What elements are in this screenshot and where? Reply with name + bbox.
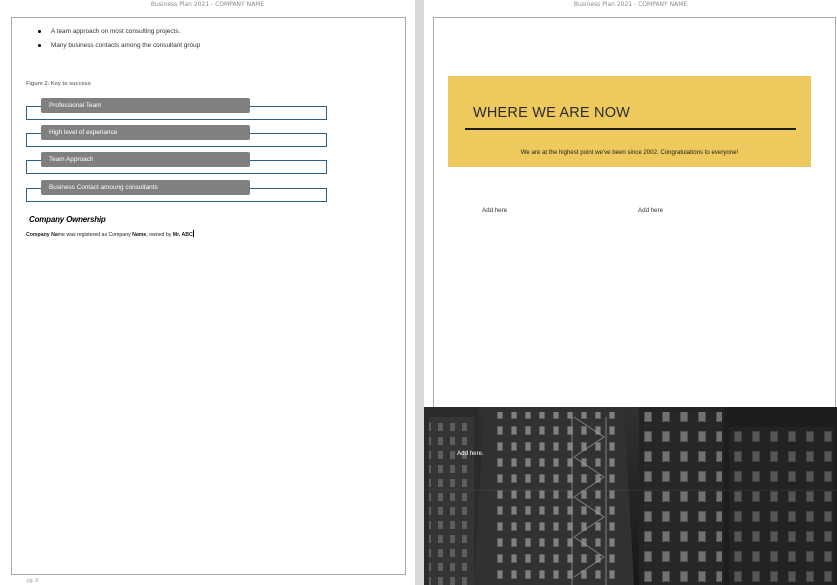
banner-subtitle[interactable]: We are at the highest point we've been since 2002. Congratulations to everyone! [520,149,739,156]
page-number: pg. 8 [27,578,39,584]
highlight-banner[interactable] [448,76,811,167]
bullet-item[interactable]: Many business contacts among the consultant group [38,41,200,55]
banner-divider [465,128,796,130]
key-item-professional-team[interactable] [26,98,327,125]
ownership-paragraph[interactable] [26,230,194,238]
text-cursor [193,230,194,237]
banner-title[interactable]: WHERE WE ARE NOW [473,105,631,121]
section-heading[interactable]: Company Ownership [29,215,106,224]
page-header: Business Plan 2021 - COMPANY NAME [573,1,688,8]
company-name-bold: Company Na [26,232,58,238]
document-page-left [0,0,415,585]
figure-caption[interactable]: Figure 2: Key to success [26,81,91,87]
key-item-team-approach[interactable] [26,152,327,179]
placeholder-text-left[interactable]: Add here [482,207,508,214]
document-page-right [424,0,837,585]
owner-name: Mr. ABC [172,232,193,238]
placeholder-text-right[interactable]: Add here [638,207,664,214]
company-name-rest: me [57,232,65,238]
key-item-experience[interactable] [26,125,327,152]
ownership-text: was registered as Company [64,232,133,238]
key-item-business-contact[interactable] [26,180,327,207]
page-header: Business Plan 2021 - COMPANY NAME [150,1,265,8]
ownership-text: , owned by [146,232,173,238]
photo-caption[interactable]: Add here. [457,450,484,457]
bullet-list [38,27,200,55]
bullet-item[interactable]: A team approach on most consulting projects. [38,27,200,41]
key-label[interactable]: Team Approach [41,152,250,167]
city-building-photo[interactable] [424,407,837,585]
key-label[interactable]: High level of experiance [41,125,250,140]
key-label[interactable]: Professional Team [41,98,250,113]
key-label[interactable]: Business Contact amoung consultants [41,180,250,195]
building-image [424,407,837,585]
name-bold: Name [132,232,147,238]
